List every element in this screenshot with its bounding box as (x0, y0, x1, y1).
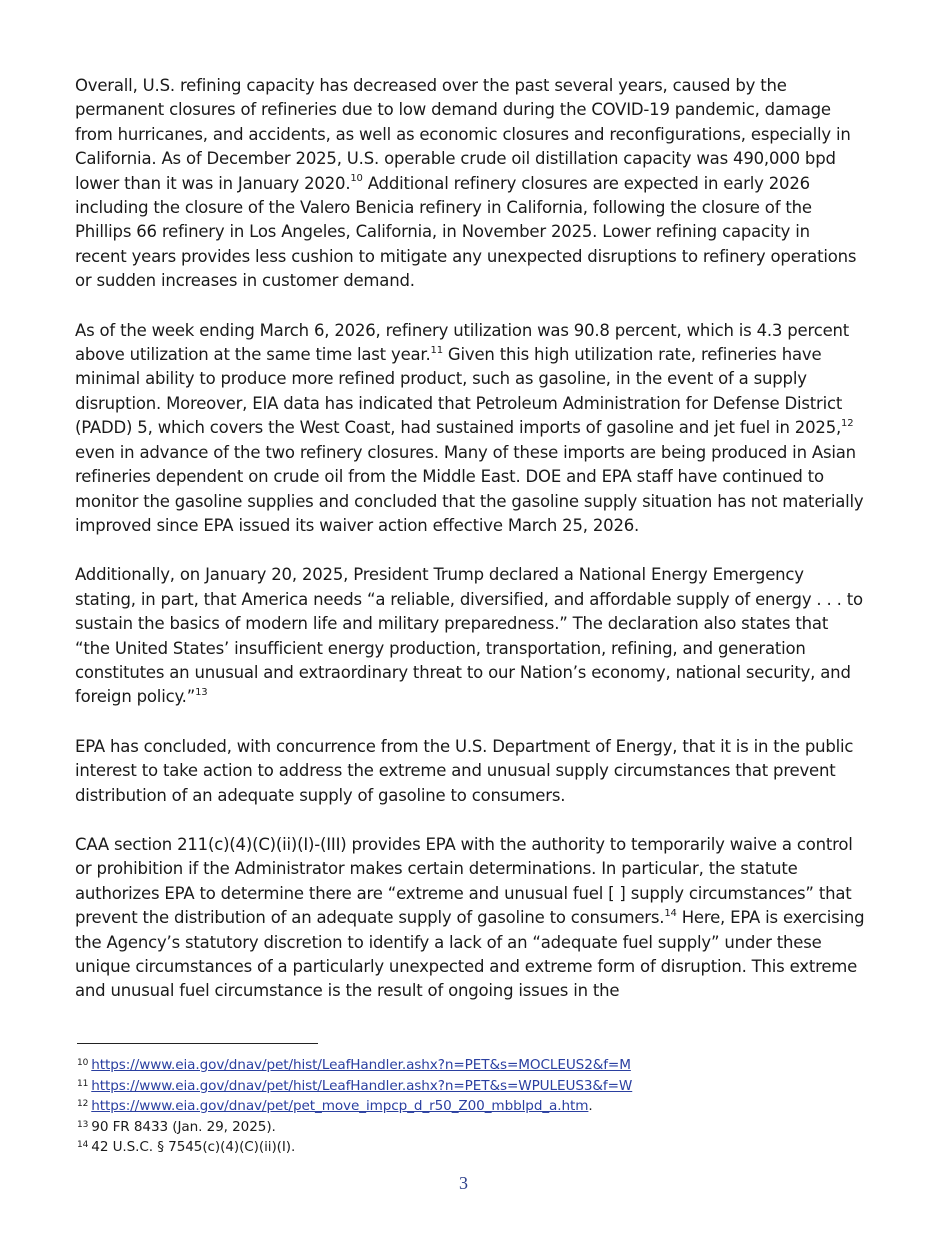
footnote-reference-13[interactable]: 13 (195, 686, 208, 698)
footnote-reference-11[interactable]: 11 (430, 344, 443, 356)
footnote-number: 14 (77, 1140, 89, 1150)
footnote-link[interactable]: https://www.eia.gov/dnav/pet/hist/LeafHandler.ashx?n=PET&s=MOCLEUS2&f=M (91, 1057, 631, 1073)
footnote-citation: 90 FR 8433 (Jan. 29, 2025). (91, 1118, 276, 1135)
paragraph-text: CAA section 211(c)(4)(C)(ii)(I)-(III) provides EPA with the authority to temporarily waive a control or prohibition if the Administrator makes certain determinations. In particular, the statute authorizes EPA to determine there are “extreme and unusual fuel [ ] supply circumstances” that prevent the distribution of an adequate supply of gasoline to consumers. (75, 834, 853, 928)
paragraph-epa-conclusion (75, 735, 865, 808)
paragraph-text: Additionally, on January 20, 2025, President Trump declared a National Energy Emergency stating, in part, that America needs “a reliable, diversified, and affordable supply of energy . . . to sustain the basics of modern life and military preparedness.” The declaration also states that “the United States’ insufficient energy production, transportation, refining, and generation constitutes an unusual and extraordinary threat to our Nation’s economy, national security, and foreign policy.” (75, 565, 863, 707)
footnote-divider (77, 1043, 318, 1044)
paragraph-text: Given this high utilization rate, refineries have minimal ability to produce more refined product, such as gasoline, in the event of a supply disruption. Moreover, EIA data has indicated that Petroleum Administration for Defense District (PADD) 5, which covers the West Coast, had sustained imports of gasoline and jet fuel in 2025, (75, 345, 843, 438)
footnote-number: 13 (77, 1119, 89, 1130)
footnote-reference-12[interactable]: 12 (841, 417, 854, 429)
page-number: 3 (459, 1173, 468, 1193)
footnote-13 (77, 1117, 857, 1138)
footnote-11 (77, 1076, 857, 1097)
footnote-reference-14[interactable]: 14 (664, 907, 677, 919)
footnote-12 (77, 1096, 857, 1117)
paragraph-text: even in advance of the two refinery closures. Many of these imports are being produced in Asian refineries dependent on crude oil from the Middle East. DOE and EPA staff have continued to monitor the gasoline supplies and concluded that the gasoline supply situation has not materially improved since EPA issued its waiver action effective March 25, 2026. (75, 442, 864, 535)
paragraph-energy-emergency (75, 563, 865, 709)
document-body (75, 74, 865, 1029)
footnote-suffix: . (588, 1098, 593, 1114)
paragraph-text: EPA has concluded, with concurrence from the U.S. Department of Energy, that it is in the public interest to take action to address the extreme and unusual supply circumstances that prevent distribution of an adequate supply of gasoline to consumers. (75, 736, 854, 805)
paragraph-text: Additional refinery closures are expected in early 2026 including the closure of the Valero Benicia refinery in California, following the closure of the Phillips 66 refinery in Los Angeles, California, in November 2025. Lower refining capacity in recent years provides less cushion to mitigate any unexpected disruptions to refinery operations or sudden increases in customer demand. (75, 173, 857, 291)
paragraph-text: As of the week ending March 6, 2026, refinery utilization was 90.8 percent, which is 4.3 percent above utilization at the same time last year. (75, 320, 850, 365)
footnotes (77, 1055, 857, 1158)
paragraph-text: Overall, U.S. refining capacity has decreased over the past several years, caused by the permanent closures of refineries due to low demand during the COVID-19 pandemic, damage from hurricanes, and accidents, as well as economic closures and reconfigurations, especially in California. As of December 2025, U.S. operable crude oil distillation capacity was 490,000 bpd lower than it was in January 2020. (75, 76, 851, 193)
footnote-link[interactable]: https://www.eia.gov/dnav/pet/hist/LeafHandler.ashx?n=PET&s=WPULEUS3&f=W (91, 1077, 633, 1094)
paragraph-text: Here, EPA is exercising the Agency’s statutory discretion to identify a lack of an “adequate fuel supply” under these unique circumstances of a particularly unexpected and extreme form of disruption. This extreme and unusual fuel circumstance is the result of ongoing issues in the (75, 908, 865, 1001)
footnote-reference-10[interactable]: 10 (350, 173, 363, 185)
footnote-number: 10 (77, 1058, 89, 1068)
footnote-number: 11 (77, 1078, 89, 1089)
footnote-link[interactable]: https://www.eia.gov/dnav/pet/pet_move_impcp_d_r50_Z00_mbblpd_a.htm (91, 1098, 589, 1114)
footnote-14 (77, 1137, 857, 1158)
footnote-citation: 42 U.S.C. § 7545(c)(4)(C)(ii)(I). (91, 1139, 296, 1155)
footnote-number: 12 (77, 1099, 89, 1109)
paragraph-refinery-utilization (75, 319, 865, 539)
paragraph-caa-section (75, 833, 865, 1004)
paragraph-refining-capacity (75, 74, 865, 294)
footnote-10 (77, 1055, 857, 1076)
